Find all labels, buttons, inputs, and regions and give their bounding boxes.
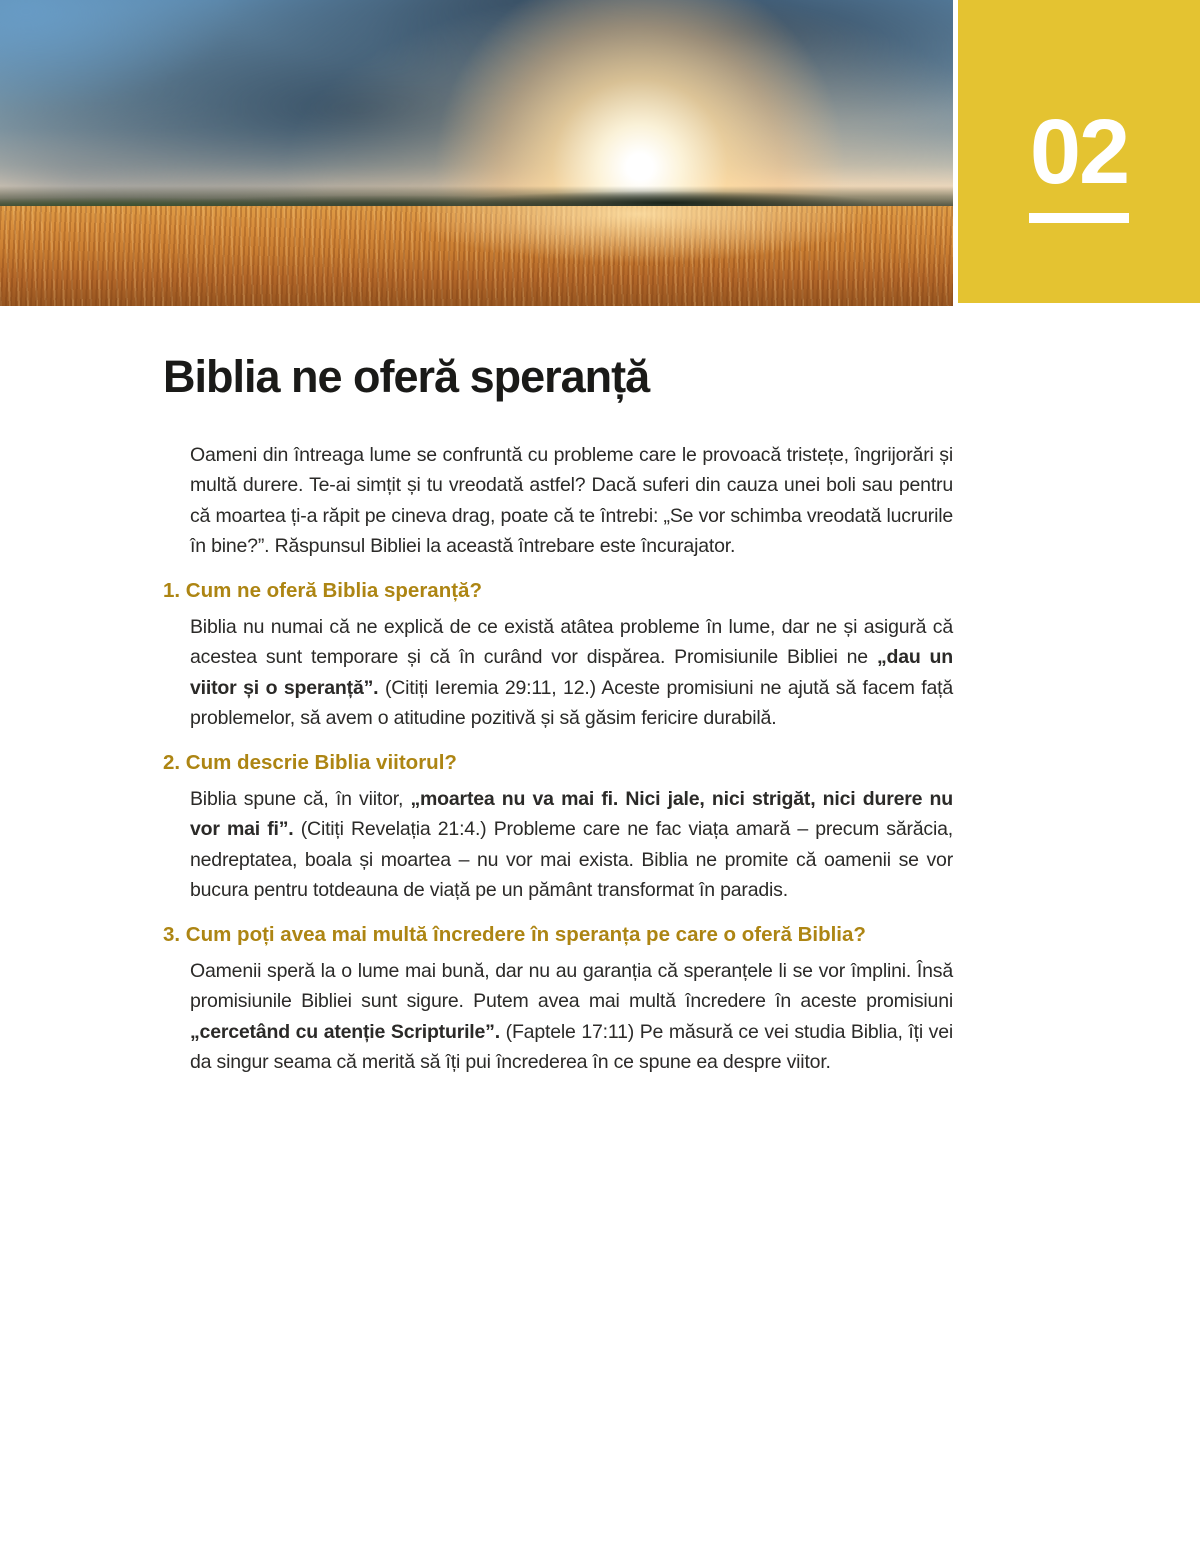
chapter-number: 02 <box>1029 101 1129 203</box>
answer-paragraph: Biblia spune că, în viitor, „moartea nu va mai fi. Nici jale, nici strigăt, nici durere nu vor mai fi”. (Citiți Revelația 21:4.) Probleme care ne fac viața amară – precum sărăcia, nedreptatea, boala și moartea – nu vor mai exista. Biblia ne promite că oamenii se vor bucura pentru totdeauna de viață pe un pământ transformat în paradis. <box>190 787 953 901</box>
golden-wheat-field <box>0 206 953 306</box>
lesson-content <box>163 306 954 1078</box>
lesson-section <box>163 922 954 1078</box>
answer-paragraph: Biblia nu numai că ne explică de ce există atâtea probleme în lume, dar ne și asigură că acestea sunt temporare și că în curând vor dispărea. Promisiunile Bibliei ne „dau un viitor și o speranță”. (Citiți Ieremia 29:11, 12.) Aceste promisiuni ne ajută să facem față problemelor, să avem o atitudine pozitivă și să găsim fericire durabilă. <box>190 615 954 729</box>
page-title: Biblia ne oferă speranță <box>163 351 650 402</box>
intro-paragraph: Oameni din întreaga lume se confruntă cu probleme care le provoacă tristețe, îngrijorări și multă durere. Te-ai simțit și tu vreodată astfel? Dacă suferi din cauza unei boli sau pentru că moartea ți-a răpit pe cineva drag, poate că te întrebi: „Se vor schimba vreodată lucrurile în bine?”. Răspunsul Bibliei la această întrebare este încurajator. <box>190 443 953 557</box>
wheat-field-sunset-photo <box>0 0 953 306</box>
page-header <box>0 0 1200 306</box>
chapter-badge <box>958 0 1200 303</box>
sections <box>163 578 954 1078</box>
lesson-section <box>163 578 954 734</box>
answer-paragraph: Oamenii speră la o lume mai bună, dar nu au garanția că speranțele li se vor împlini. Însă promisiunile Bibliei sunt sigure. Putem avea mai multă încredere în aceste promisiuni „cercetând cu atenție Scripturile”. (Faptele 17:11) Pe măsură ce vei studia Biblia, îți vei da singur seama că merită să îți pui încrederea în ce spune ea despre viitor. <box>190 959 954 1073</box>
question-heading: 1. Cum ne oferă Biblia speranță? <box>163 578 482 602</box>
lesson-section <box>163 750 953 906</box>
chapter-number-underline <box>1029 213 1129 223</box>
question-heading: 3. Cum poți avea mai multă încredere în speranța pe care o oferă Biblia? <box>163 922 866 946</box>
question-heading: 2. Cum descrie Biblia viitorul? <box>163 750 457 774</box>
